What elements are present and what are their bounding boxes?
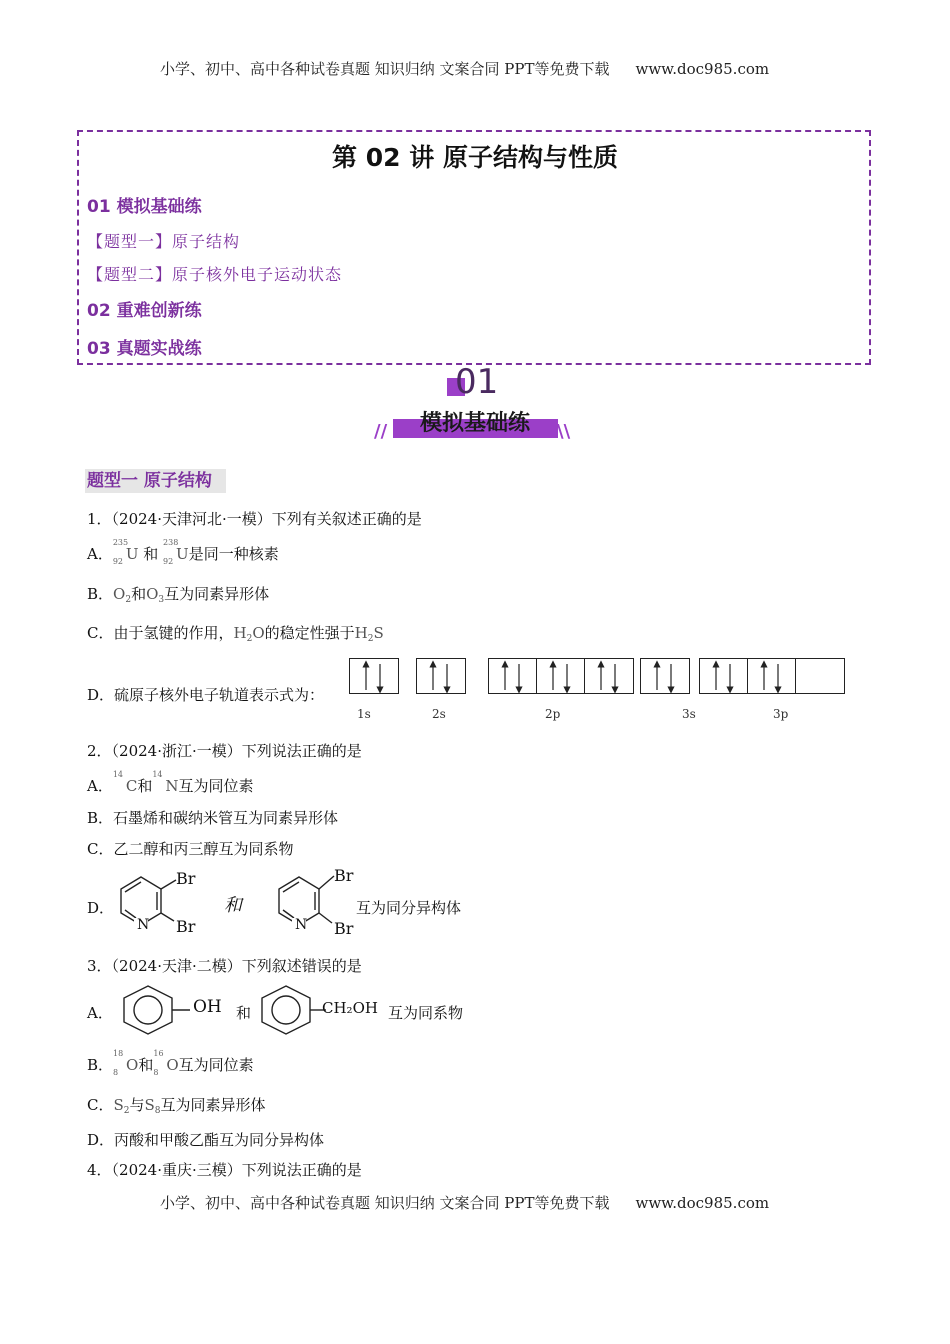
pyridine-2-n: N	[295, 917, 308, 933]
q2-option-d-label[interactable]: D．	[87, 899, 115, 917]
q3-option-a-label[interactable]: A．	[87, 1004, 113, 1022]
benzyl-ch2oh: CH₂OH	[322, 999, 378, 1017]
phenol-ring	[116, 982, 196, 1038]
toc-item-type-1[interactable]: 【题型一】原子结构	[87, 232, 241, 251]
q3-option-a-text: 互为同系物	[388, 1004, 464, 1022]
orbital-label-3s: 3s	[682, 707, 696, 721]
q3-option-d[interactable]: D．丙酸和甲酸乙酯互为同分异构体	[87, 1131, 325, 1149]
q1-option-a[interactable]: A． 235 92 U 和 238 92 U是同一种核素	[87, 538, 279, 566]
q1-stem: 1．（2024·天津河北·一模）下列有关叙述正确的是	[87, 510, 422, 528]
q2-option-d-text: 互为同分异构体	[356, 899, 462, 917]
q2-option-b[interactable]: B．石墨烯和碳纳米管互为同素异形体	[87, 809, 339, 827]
toc-item-type-2[interactable]: 【题型二】原子核外电子运动状态	[87, 265, 343, 284]
pyridine-1-br-bottom: Br	[176, 917, 196, 936]
footer-url[interactable]: www.doc985.com	[635, 1194, 770, 1212]
toc-section-1[interactable]: 01 模拟基础练	[87, 197, 202, 217]
orbital-label-2p: 2p	[545, 707, 561, 721]
page-footer	[160, 1192, 769, 1213]
q3-stem: 3．（2024·天津·二模）下列叙述错误的是	[87, 957, 362, 975]
q2-option-c[interactable]: C．乙二醇和丙三醇互为同系物	[87, 840, 294, 858]
orbital-label-1s: 1s	[357, 707, 371, 721]
phenol-oh: OH	[193, 997, 222, 1017]
question-type-heading: 题型一 原子结构	[85, 469, 226, 493]
badge-label: 模拟基础练	[419, 411, 530, 436]
header-url[interactable]: www.doc985.com	[635, 60, 770, 78]
toc-section-2[interactable]: 02 重难创新练	[87, 301, 202, 321]
orbital-label-3p: 3p	[773, 707, 789, 721]
badge-number: 01	[455, 362, 499, 402]
toc-section-3[interactable]: 03 真题实战练	[87, 339, 202, 359]
q1-option-d[interactable]: D．硫原子核外电子轨道表示式为：	[87, 686, 325, 704]
q2-stem: 2．（2024·浙江·一模）下列说法正确的是	[87, 742, 362, 760]
q1-option-c[interactable]: C．由于氢键的作用，$H_2O$的稳定性强于$H_2S$	[87, 624, 384, 644]
q1-option-b[interactable]: B．$O_2$和$O_3$互为同素异形体	[87, 585, 270, 605]
footer-text: 小学、初中、高中各种试卷真题 知识归纳 文案合同 PPT等免费下载	[160, 1194, 610, 1212]
orbital-label-2s: 2s	[432, 707, 446, 721]
header-text: 小学、初中、高中各种试卷真题 知识归纳 文案合同 PPT等免费下载	[160, 60, 610, 78]
q2-option-d-and: 和	[224, 895, 242, 916]
q3-option-a-and: 和	[236, 1004, 252, 1022]
q3-option-c[interactable]: C．$S_2$与$S_8$互为同素异形体	[87, 1096, 266, 1116]
q4-stem: 4．（2024·重庆·三模）下列说法正确的是	[87, 1161, 362, 1179]
badge-slash-right-icon: \\	[557, 421, 571, 442]
pyridine-2-br-top: Br	[334, 866, 354, 885]
q3-option-b[interactable]: B． 18 8 O和 16 8 O互为同位素	[87, 1049, 254, 1077]
badge-slash-left-icon: //	[374, 421, 388, 442]
pyridine-2-br-bottom: Br	[334, 919, 354, 938]
pyridine-1-br-top: Br	[176, 869, 196, 888]
pyridine-1-n: N	[137, 917, 150, 933]
q2-option-a[interactable]: A． 14 C和 14 N互为同位素	[87, 770, 254, 795]
lecture-title: 第 02 讲 原子结构与性质	[332, 143, 618, 172]
